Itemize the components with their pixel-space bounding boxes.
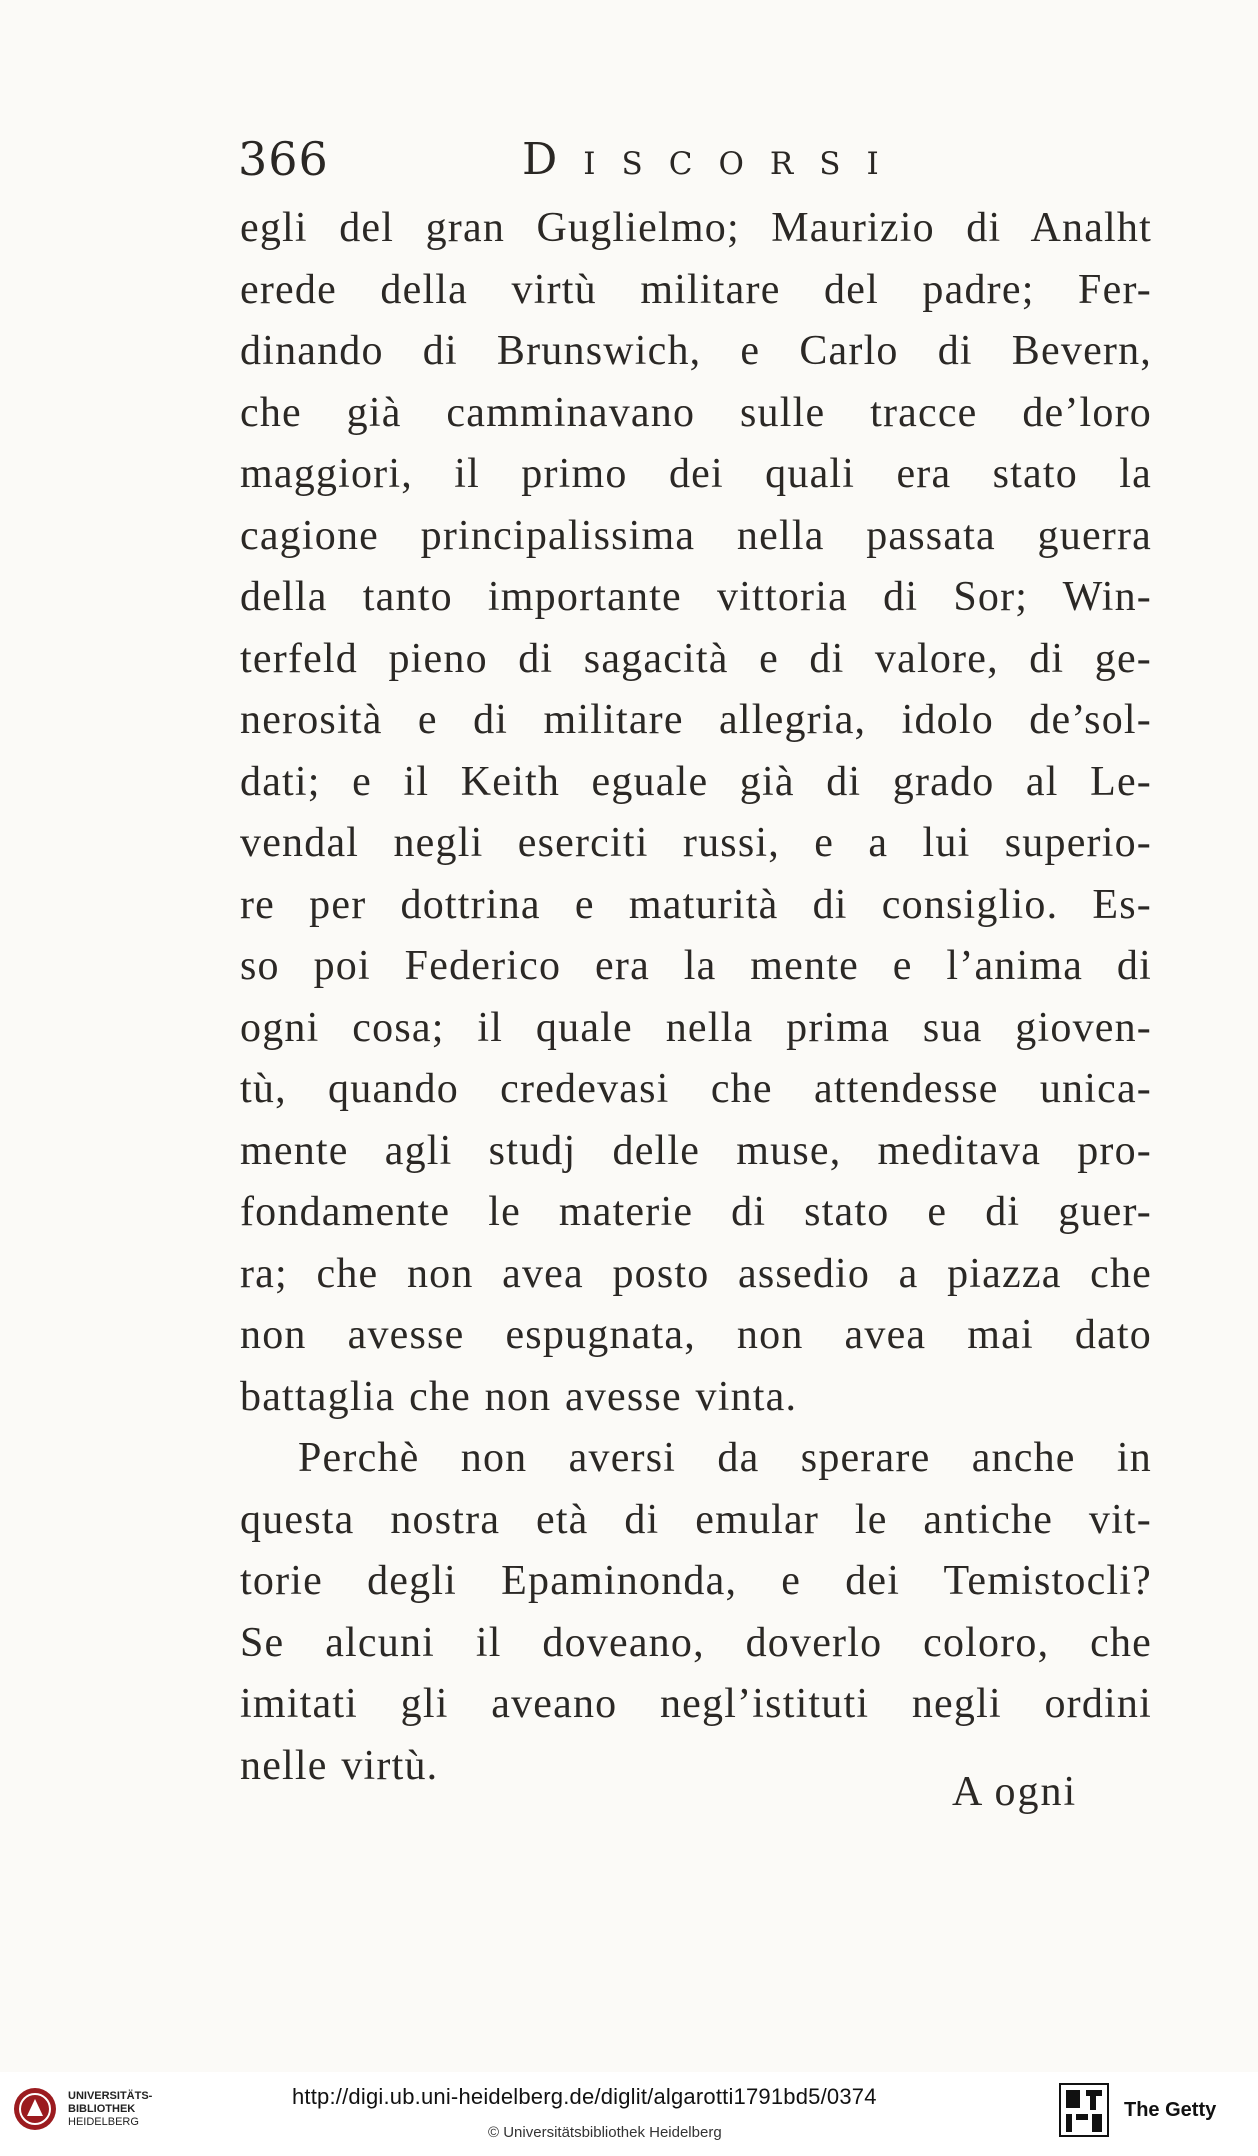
page-header xyxy=(238,132,1138,192)
getty-label: The Getty xyxy=(1124,2098,1217,2121)
text-line-paragraph-end: nelle virtù. xyxy=(240,1742,439,1789)
running-title: Discorsi xyxy=(522,134,905,185)
text-line: maggiori, il primo dei quali era stato la xyxy=(240,451,1152,497)
university-library-logo[interactable] xyxy=(12,2086,152,2132)
getty-logo[interactable] xyxy=(1058,2082,1216,2138)
text-line: questa nostra età di emular le antiche vit- xyxy=(240,1496,1152,1543)
getty-monogram-icon xyxy=(1058,2082,1110,2138)
text-line: erede della virtù militare del padre; Fer- xyxy=(240,266,1152,313)
text-line: ogni cosa; il quale nella prima sua gioven- xyxy=(240,1004,1152,1051)
text-line: vendal negli eserciti russi, e a lui superio- xyxy=(240,820,1152,866)
text-line: della tanto importante vittoria di Sor; Win- xyxy=(240,574,1152,620)
text-line: Se alcuni il doveano, doverlo coloro, che xyxy=(240,1619,1152,1666)
library-name-line: BIBLIOTHEK xyxy=(68,2102,136,2115)
page-number: 366 xyxy=(238,132,329,186)
text-line: tù, quando credevasi che attendesse unica- xyxy=(240,1066,1152,1112)
library-name-line: HEIDELBERG xyxy=(68,2115,139,2128)
text-line: che già camminavano sulle tracce de’loro xyxy=(240,389,1152,436)
text-line: mente agli studj delle muse, meditava pro- xyxy=(240,1127,1152,1174)
text-line: torie degli Epaminonda, e dei Temistocli? xyxy=(240,1558,1152,1604)
body-text xyxy=(240,198,1152,1797)
permalink-url[interactable]: http://digi.ub.uni-heidelberg.de/diglit/algarotti1791bd5/0374 xyxy=(292,2084,877,2109)
text-line: cagione principalissima nella passata guerra xyxy=(240,512,1152,559)
text-line-paragraph-end: battaglia che non avesse vinta. xyxy=(240,1373,798,1420)
text-line: imitati gli aveano negl’istituti negli ordini xyxy=(240,1681,1152,1727)
library-seal-icon xyxy=(12,2086,58,2132)
text-line-paragraph-start: Perchè non aversi da sperare anche in xyxy=(298,1435,1152,1481)
text-line: re per dottrina e maturità di consiglio. Es- xyxy=(240,881,1152,928)
text-line: egli del gran Guglielmo; Maurizio di Analht xyxy=(240,205,1152,251)
copyright-notice: © Universitätsbibliothek Heidelberg xyxy=(488,2124,722,2141)
text-line: ra; che non avea posto assedio a piazza che xyxy=(240,1250,1152,1297)
library-name xyxy=(68,2090,152,2129)
text-line: dati; e il Keith eguale già di grado al Le- xyxy=(240,758,1152,805)
library-name-line: UNIVERSITÄTS- xyxy=(68,2089,153,2102)
text-line: fondamente le materie di stato e di guer- xyxy=(240,1189,1152,1235)
digitization-footer xyxy=(0,2072,1258,2156)
text-line: non avesse espugnata, non avea mai dato xyxy=(240,1312,1152,1358)
text-line: nerosità e di militare allegria, idolo de’sol- xyxy=(240,697,1152,743)
catchword: A ogni xyxy=(952,1769,1078,1815)
text-line: dinando di Brunswich, e Carlo di Bevern, xyxy=(240,328,1152,374)
text-line: terfeld pieno di sagacità e di valore, di ge- xyxy=(240,635,1152,682)
text-line: so poi Federico era la mente e l’anima di xyxy=(240,943,1152,989)
